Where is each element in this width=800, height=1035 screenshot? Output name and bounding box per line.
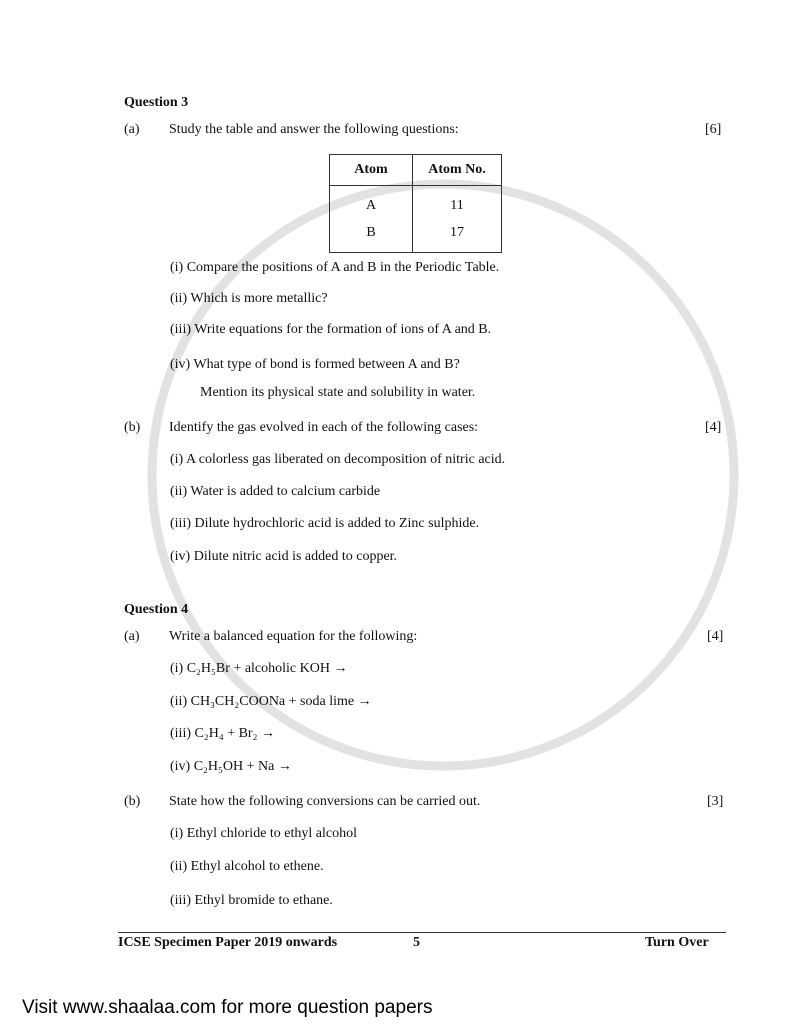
q4a-text: Write a balanced equation for the following: <box>169 629 418 644</box>
list-item: (ii) Which is more metallic? <box>170 291 328 306</box>
q3b-marks: [4] <box>705 420 722 435</box>
table-cell <box>413 186 502 253</box>
list-item: (iii) Dilute hydrochloric acid is added to Zinc sulphide. <box>170 516 480 531</box>
list-item: (iii) Write equations for the formation of ions of A and B. <box>170 322 492 337</box>
list-item: (i) Compare the positions of A and B in the Periodic Table. <box>170 260 500 275</box>
visit-link-text: Visit www.shaalaa.com for more question papers <box>22 997 433 1018</box>
list-item: (iii) Ethyl bromide to ethane. <box>170 893 333 908</box>
list-item: (i) C₂H₅Br + alcoholic KOH → <box>170 661 348 676</box>
list-item: (iv) C₂H₅OH + Na → <box>170 759 292 774</box>
footer-title: ICSE Specimen Paper 2019 onwards <box>118 935 338 950</box>
list-item-continuation: Mention its physical state and solubility in water. <box>200 385 476 400</box>
q4a-label: (a) <box>124 629 140 644</box>
atom-number: 11 <box>450 198 464 213</box>
q3a-marks: [6] <box>705 122 722 137</box>
list-item: (ii) Water is added to calcium carbide <box>170 484 381 499</box>
atom-number: 17 <box>450 225 464 240</box>
table-cell <box>330 186 413 253</box>
atom-name: A <box>365 198 377 213</box>
page-number: 5 <box>413 935 420 950</box>
question-4-title: Question 4 <box>124 602 189 617</box>
atom-name: B <box>366 225 376 240</box>
table-header: Atom <box>330 155 413 186</box>
q4b-marks: [3] <box>707 794 724 809</box>
q3a-label: (a) <box>124 122 140 137</box>
list-item: (ii) CH₃CH₂COONa + soda lime → <box>170 694 372 709</box>
list-item: (iv) What type of bond is formed between A and B? <box>170 357 460 372</box>
list-item: (i) A colorless gas liberated on decomposition of nitric acid. <box>170 452 506 467</box>
question-3-title: Question 3 <box>124 95 189 110</box>
list-item: (ii) Ethyl alcohol to ethene. <box>170 859 324 874</box>
q3a-text: Study the table and answer the following questions: <box>169 122 459 137</box>
q4a-marks: [4] <box>707 629 724 644</box>
list-item: (iii) C₂H₄ + Br₂ → <box>170 726 275 741</box>
table-header: Atom No. <box>413 155 502 186</box>
atom-table <box>329 154 502 253</box>
q4b-label: (b) <box>124 794 141 809</box>
list-item: (i) Ethyl chloride to ethyl alcohol <box>170 826 358 841</box>
q3b-text: Identify the gas evolved in each of the following cases: <box>169 420 479 435</box>
turn-over: Turn Over <box>645 935 709 950</box>
q3b-label: (b) <box>124 420 141 435</box>
footer-divider <box>118 932 726 933</box>
list-item: (iv) Dilute nitric acid is added to copper. <box>170 549 398 564</box>
q4b-text: State how the following conversions can be carried out. <box>169 794 481 809</box>
